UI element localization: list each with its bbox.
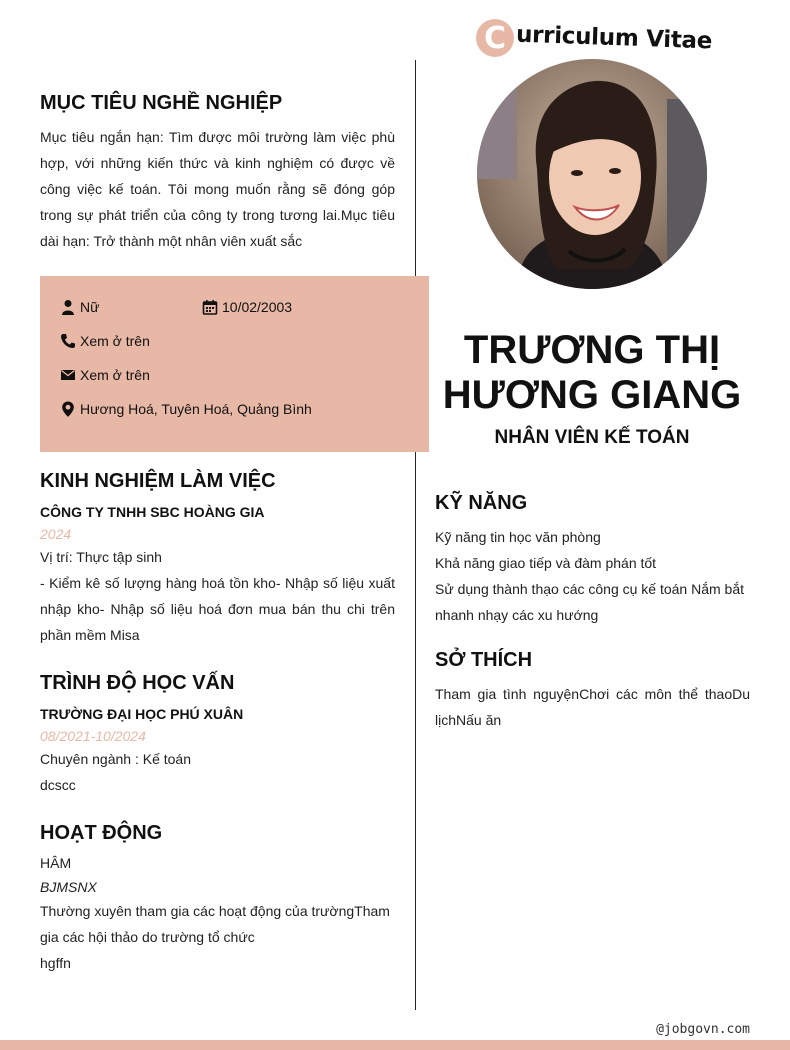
contact-gender [60,299,99,315]
skill-item: Kỹ năng tin học văn phòng [435,529,601,545]
contact-phone [60,333,150,349]
cv-logo [476,16,712,60]
education-date: 08/2021-10/2024 [40,728,146,744]
hobbies-text: Tham gia tình nguyệnChơi các môn thể thaoDu lịchNấu ăn [435,686,750,728]
objective-text: Mục tiêu ngắn hạn: Tìm được môi trường làm việc phù hợp, với những kiến thức và kinh nghiệm có được về công việc kế toán. Tôi mong muốn rằng sẽ đóng góp trong sự phát triển của công ty trong tương lai.Mục tiêu dài hạn: Trở thành một nhân viên xuất sắc [40,129,395,249]
education-section [40,672,395,798]
logo-letter: C [476,19,514,57]
education-title: TRÌNH ĐỘ HỌC VẤN [40,672,235,694]
skills-list [435,524,750,628]
hobbies-title: SỞ THÍCH [435,649,533,671]
activities-section [40,822,395,976]
mail-icon [60,367,76,383]
activities-note: hgffn [40,955,71,971]
skill-item: Sử dụng thành thạo các công cụ kế toán Nắm bắt nhanh nhạy các xu hướng [435,581,745,623]
footer-url: @jobgovn.com [656,1022,750,1037]
column-divider [415,60,416,1010]
name-line-1: TRƯƠNG THỊ [463,328,721,372]
experience-section [40,470,395,648]
contact-email [60,367,150,383]
activities-role: BJMSNX [40,879,97,895]
birthday-value: 10/02/2003 [222,299,293,315]
person-icon [60,299,76,315]
contact-address [60,401,312,417]
calendar-icon [202,299,218,315]
objective-title: MỤC TIÊU NGHỀ NGHIỆP [40,92,283,114]
activities-title: HOẠT ĐỘNG [40,822,163,844]
email-value: Xem ở trên [80,367,150,383]
bottom-accent-bar [0,1040,790,1050]
activities-description: Thường xuyên tham gia các hoạt động của trườngTham gia các hội thảo do trường tổ chức [40,903,390,945]
contact-birthday [202,299,292,315]
experience-company: CÔNG TY TNHH SBC HOÀNG GIA [40,504,265,520]
candidate-role: NHÂN VIÊN KẾ TOÁN [494,427,690,448]
phone-icon [60,333,76,349]
profile-photo [477,59,707,289]
objective-section [40,92,395,254]
education-note: dcscc [40,777,76,793]
skills-section [435,492,750,628]
skills-title: KỸ NĂNG [435,492,528,514]
name-line-2: HƯƠNG GIANG [442,373,742,417]
experience-position: Vị trí: Thực tập sinh [40,549,162,565]
activities-org: HÂM [40,855,72,871]
hobbies-section [435,649,750,733]
education-major: Chuyên ngành : Kế toán [40,751,192,767]
phone-value: Xem ở trên [80,333,150,349]
logo-text: urriculum Vitae [515,21,713,55]
contact-box [40,276,429,452]
skill-item: Khả năng giao tiếp và đàm phán tốt [435,555,657,571]
address-value: Hương Hoá, Tuyên Hoá, Quảng Bình [80,401,312,417]
experience-description: - Kiểm kê số lượng hàng hoá tồn kho- Nhập số liệu xuất nhập kho- Nhập số liệu hoá đơn mua bán thu chi trên phần mềm Misa [40,575,395,643]
candidate-name [432,328,752,418]
experience-title: KINH NGHIỆM LÀM VIỆC [40,470,276,492]
location-pin-icon [60,401,76,417]
experience-date: 2024 [40,526,72,542]
education-school: TRƯỜNG ĐẠI HỌC PHÚ XUÂN [40,706,244,722]
gender-value: Nữ [80,299,100,315]
